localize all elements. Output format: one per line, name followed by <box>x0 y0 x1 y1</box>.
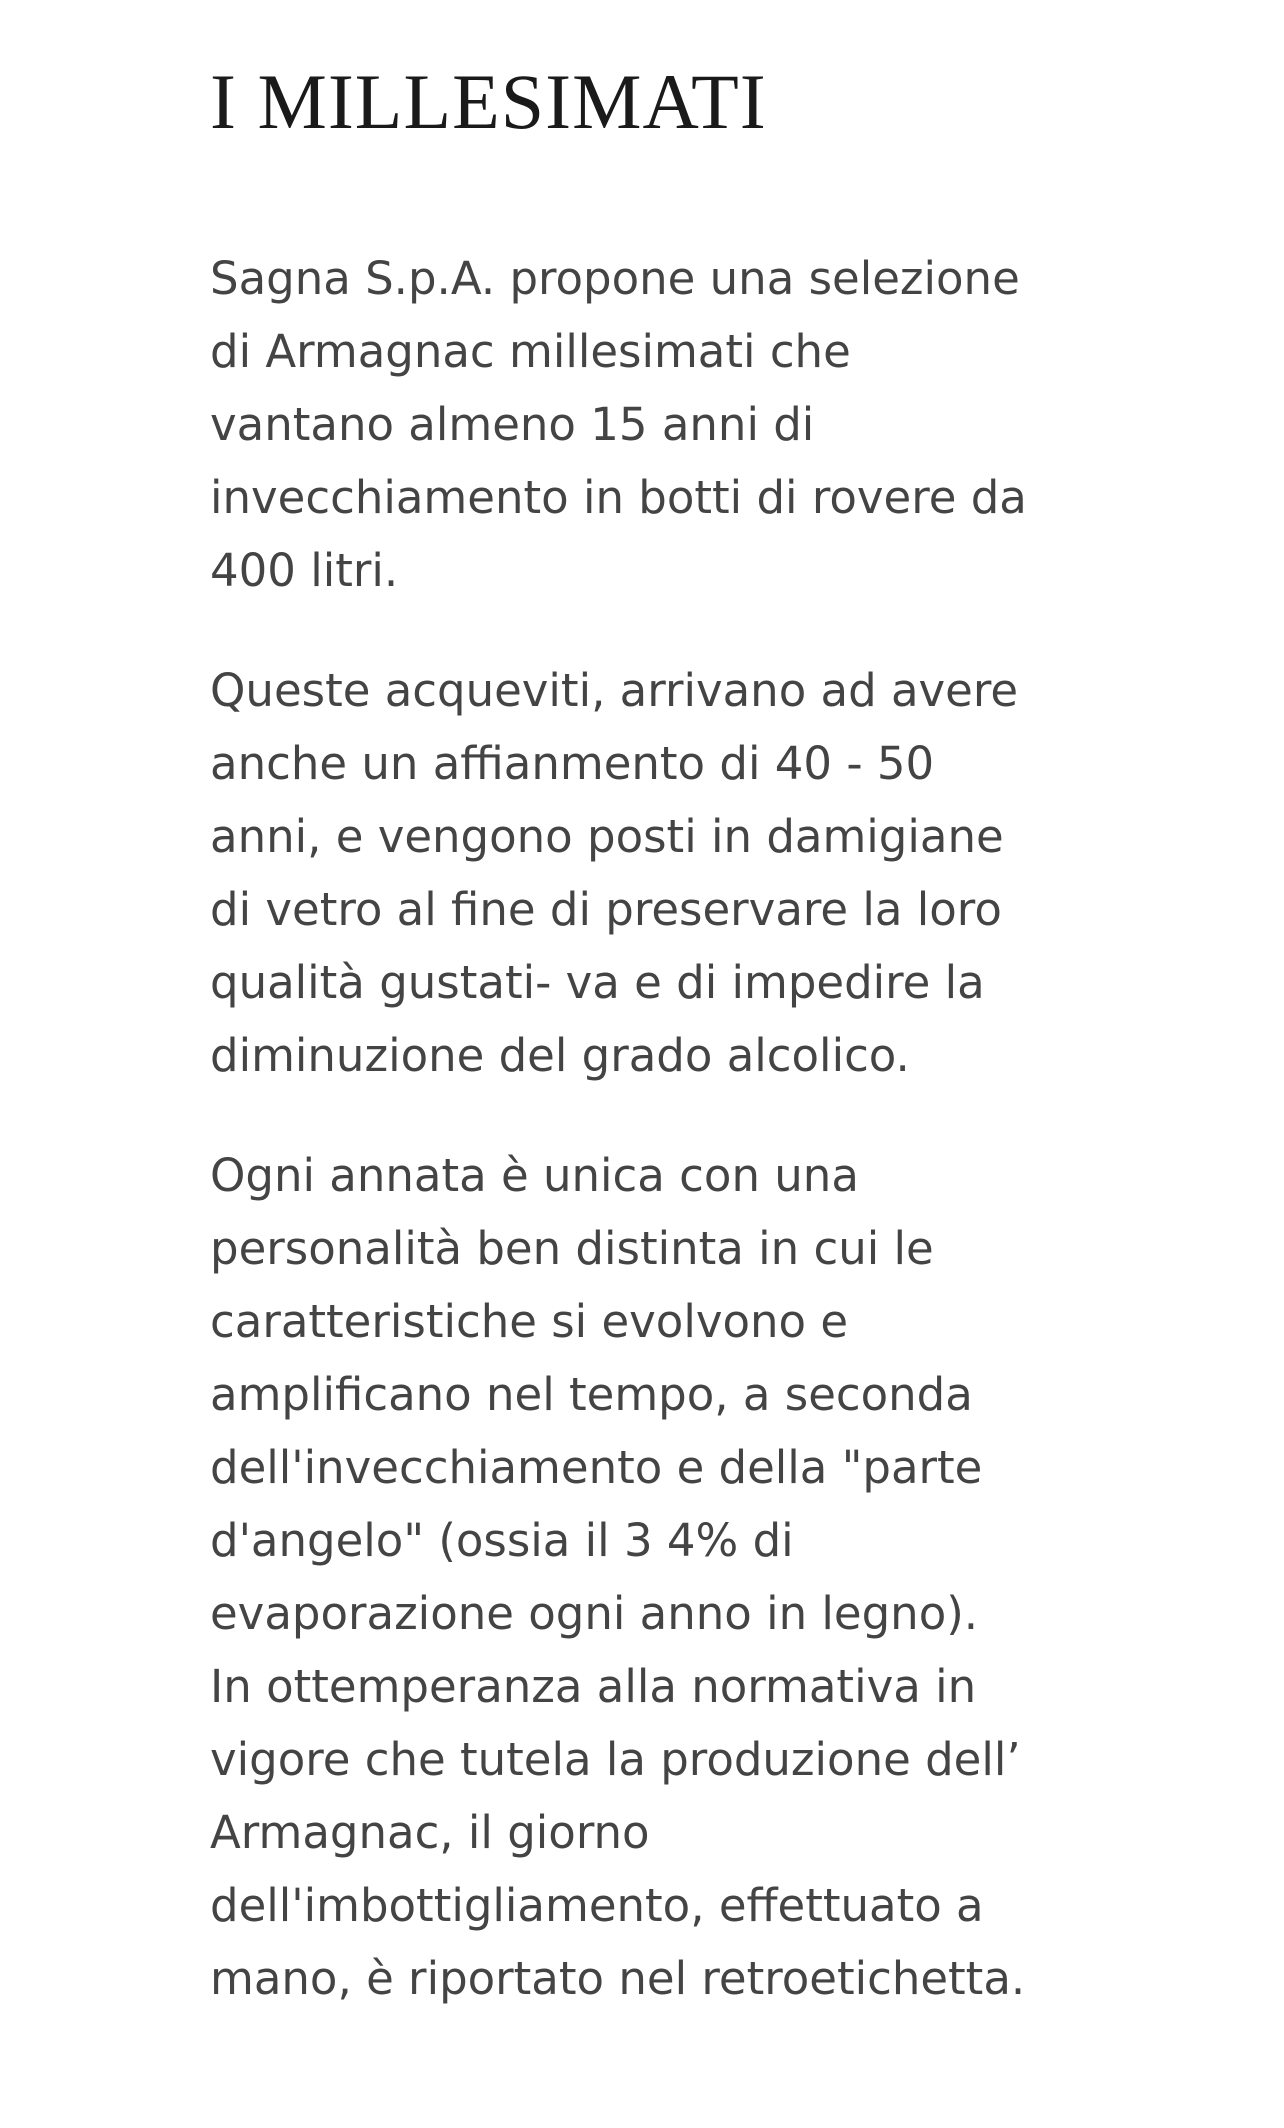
text-line: diminuzione del grado alcolico. <box>210 1029 910 1082</box>
text-line: dell'invecchiamento e della "parte <box>210 1441 983 1494</box>
text-line: mano, è riportato nel retroetichetta. <box>210 1952 1026 2005</box>
text-line: evaporazione ogni anno in legno). <box>210 1587 979 1640</box>
text-line: anni, e vengono posti in damigiane <box>210 810 1004 863</box>
text-line: di Armagnac millesimati che <box>210 325 851 378</box>
paragraph-vintage <box>210 1139 1025 2015</box>
text-line: dell'imbottigliamento, effettuato a <box>210 1879 984 1932</box>
text-line: Armagnac, il giorno <box>210 1806 650 1859</box>
paragraph-intro <box>210 242 1027 607</box>
text-line: d'angelo" (ossia il 3 4% di <box>210 1514 794 1567</box>
text-line: 400 litri. <box>210 544 399 597</box>
text-line: In ottemperanza alla normativa in <box>210 1660 977 1713</box>
text-line: Sagna S.p.A. propone una selezione <box>210 252 1020 305</box>
page-title: I MILLESIMATI <box>210 58 767 145</box>
text-line: vigore che tutela la produzione dell’ <box>210 1733 1021 1786</box>
text-line: Queste acqueviti, arrivano ad avere <box>210 664 1019 717</box>
text-line: caratteristiche si evolvono e <box>210 1295 849 1348</box>
text-line: vantano almeno 15 anni di <box>210 398 815 451</box>
text-line: personalità ben distinta in cui le <box>210 1222 934 1275</box>
text-line: di vetro al fine di preservare la loro <box>210 883 1002 936</box>
article-content <box>210 0 1100 2005</box>
text-line: amplificano nel tempo, a seconda <box>210 1368 973 1421</box>
text-line: Ogni annata è unica con una <box>210 1149 859 1202</box>
text-line: anche un affianmento di 40 - 50 <box>210 737 935 790</box>
text-line: qualità gustati- va e di impedire la <box>210 956 985 1009</box>
paragraph-aging <box>210 654 1018 1092</box>
text-line: invecchiamento in botti di rovere da <box>210 471 1027 524</box>
